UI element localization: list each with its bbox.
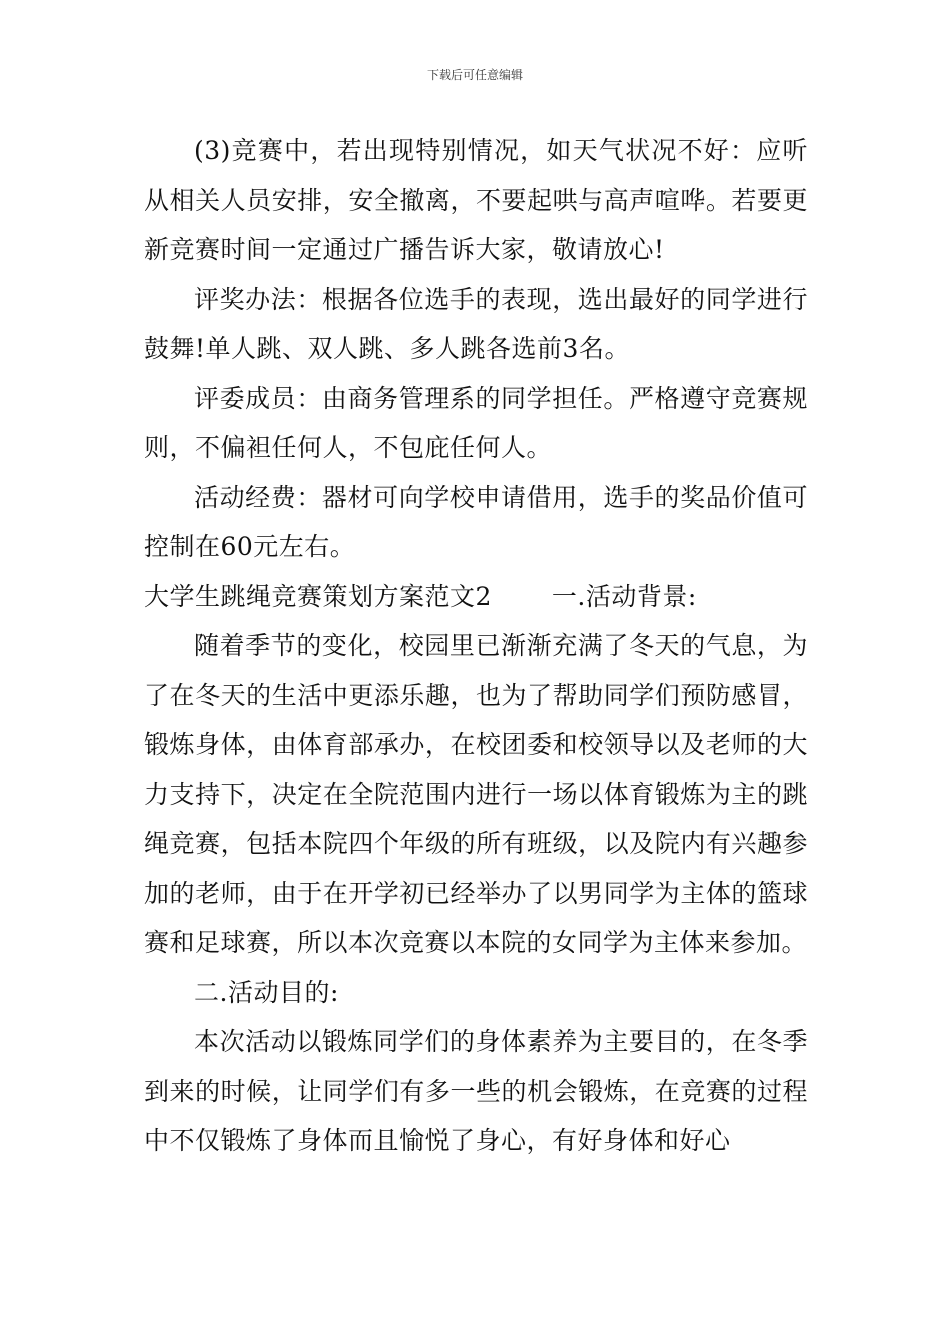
heading-purpose: 二.活动目的: [194,977,339,1007]
paragraph-emergency: (3)竞赛中，若出现特别情况，如天气状况不好：应听从相关人员安排，安全撤离，不要起哄与高声喧哗。若要更新竞赛时间一定通过广播告诉大家，敬请放心! [144,136,808,264]
paragraph-purpose: 本次活动以锻炼同学们的身体素养为主要目的，在冬季到来的时候，让同学们有多一些的机会锻炼，在竞赛的过程中不仅锻炼了身体而且愉悦了身心，有好身体和好心 [144,1027,808,1155]
section-first-heading: 一.活动背景: [551,581,697,611]
paragraph-funding: 活动经费：器材可向学校申请借用，选手的奖品价值可控制在60元左右。 [144,482,808,561]
document-body [144,126,808,1166]
paragraph-judges: 评委成员：由商务管理系的同学担任。严格遵守竞赛规则，不偏袒任何人，不包庇任何人。 [144,383,808,462]
section-title-line [144,572,808,622]
section-title: 大学生跳绳竞赛策划方案范文2 [144,581,492,611]
page-header-note: 下载后可任意编辑 [426,68,523,82]
paragraph-background: 随着季节的变化，校园里已渐渐充满了冬天的气息，为了在冬天的生活中更添乐趣，也为了帮助同学们预防感冒，锻炼身体，由体育部承办，在校团委和校领导以及老师的大力支持下，决定在全院范围内进行一场以体育锻炼为主的跳绳竞赛，包括本院四个年级的所有班级，以及院内有兴趣参加的老师，由于在开学初已经举办了以男同学为主体的篮球赛和足球赛，所以本次竞赛以本院的女同学为主体来参加。 [144,631,808,957]
paragraph-awards: 评奖办法：根据各位选手的表现，选出最好的同学进行鼓舞!单人跳、双人跳、多人跳各选前3名。 [144,284,808,363]
